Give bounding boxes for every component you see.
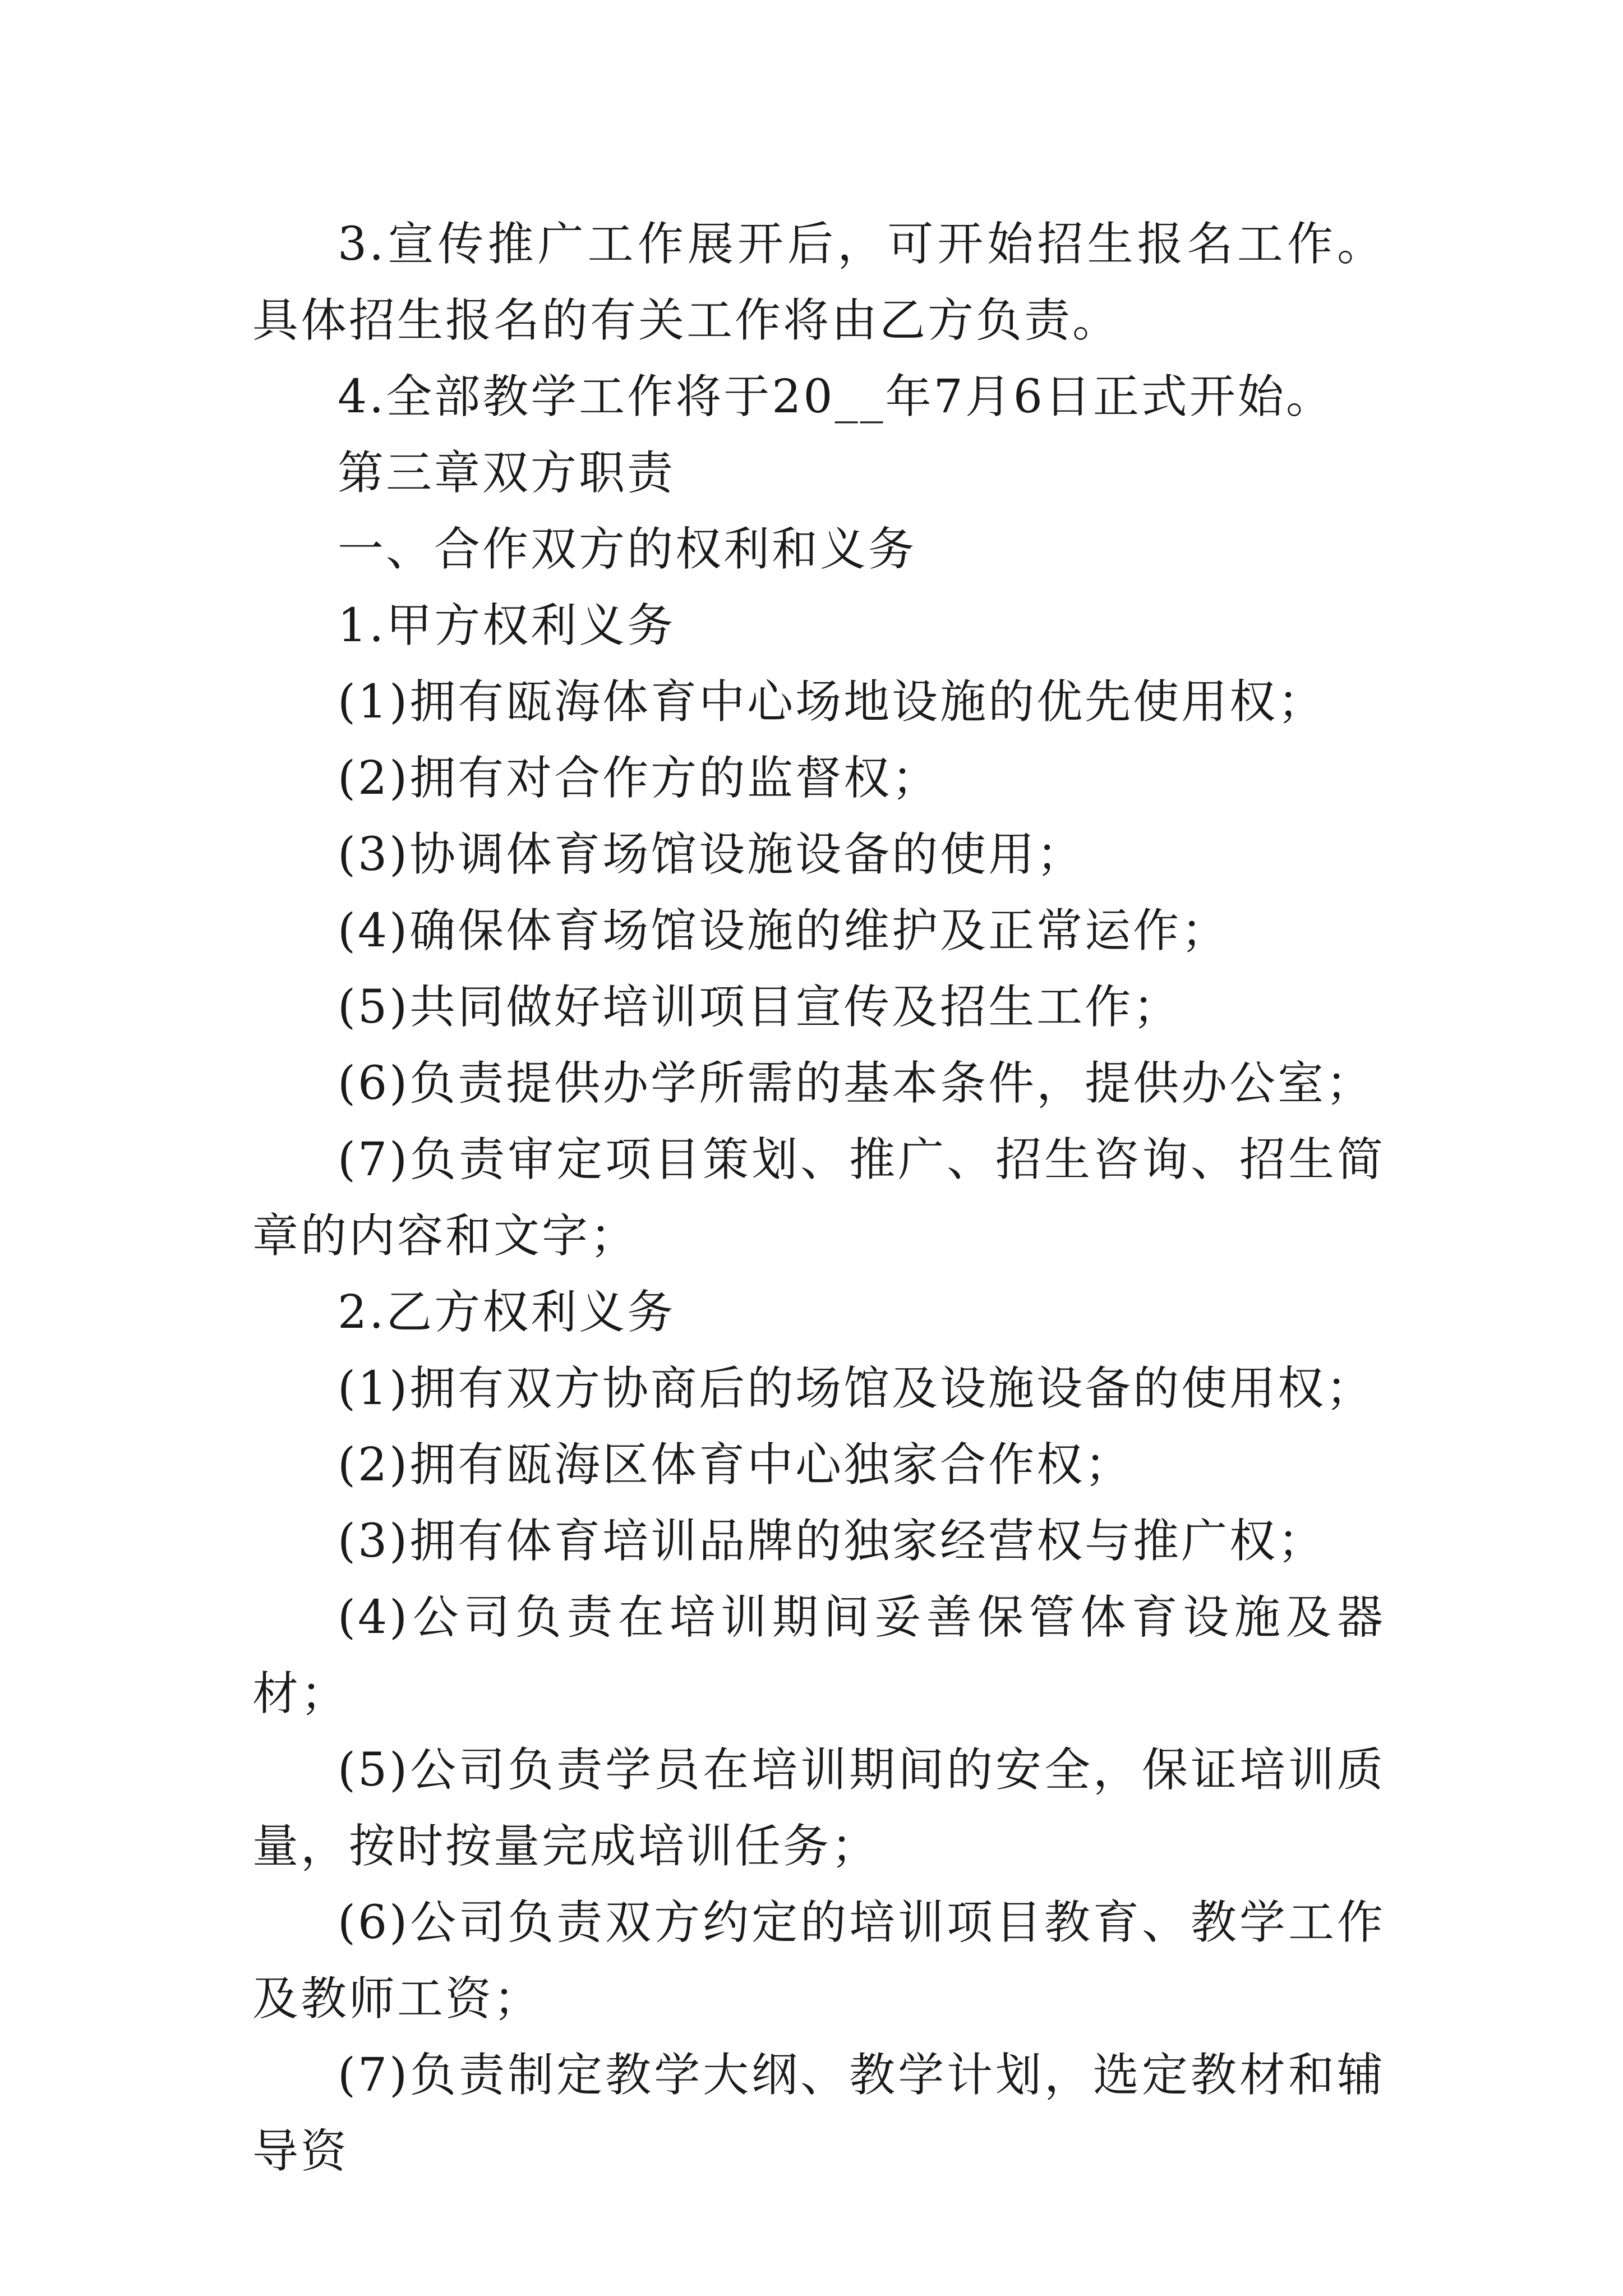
party-a-item-1: (1)拥有瓯海体育中心场地设施的优先使用权； <box>338 675 1326 729</box>
party-b-item-6: (6)公司负责双方约定的培训项目教育、教学工作及教师工资； <box>252 1896 1385 2026</box>
subheading-party-b: 2.乙方权利义务 <box>338 1286 676 1339</box>
party-b-item-1: (1)拥有双方协商后的场馆及设施设备的使用权； <box>338 1362 1375 1415</box>
paragraph-teaching-start-date: 4.全部教学工作将于20__年7月6日正式开始。 <box>338 370 1334 424</box>
party-a-item-7: (7)负责审定项目策划、推广、招生咨询、招生简章的内容和文字； <box>252 1133 1385 1263</box>
chapter-heading-responsibilities: 第三章双方职责 <box>338 447 676 500</box>
party-a-item-2: (2)拥有对合作方的监督权； <box>338 752 940 805</box>
party-b-item-5: (5)公司负责学员在培训期间的安全，保证培训质量，按时按量完成培训任务； <box>252 1743 1385 1873</box>
party-b-item-2: (2)拥有瓯海区体育中心独家合作权； <box>338 1438 1133 1492</box>
party-a-item-5: (5)共同做好培训项目宣传及招生工作； <box>338 981 1182 1034</box>
party-a-item-6: (6)负责提供办学所需的基本条件，提供办公室； <box>338 1057 1375 1110</box>
party-b-item-3: (3)拥有体育培训品牌的独家经营权与推广权； <box>338 1515 1326 1568</box>
party-a-item-4: (4)确保体育场馆设施的维护及正常运作； <box>338 904 1230 958</box>
document-body <box>252 206 1385 2190</box>
party-a-item-3: (3)协调体育场馆设施设备的使用； <box>338 828 1085 881</box>
paragraph-publicity-enrollment: 3.宣传推广工作展开后，可开始招生报名工作。具体招生报名的有关工作将由乙方负责。 <box>252 218 1385 347</box>
party-b-item-7: (7)负责制定教学大纲、教学计划，选定教材和辅导资 <box>252 2049 1385 2178</box>
section-heading-rights-obligations: 一、合作双方的权利和义务 <box>338 523 917 576</box>
subheading-party-a: 1.甲方权利义务 <box>338 599 676 652</box>
party-b-item-4: (4)公司负责在培训期间妥善保管体育设施及器材； <box>252 1591 1385 1720</box>
